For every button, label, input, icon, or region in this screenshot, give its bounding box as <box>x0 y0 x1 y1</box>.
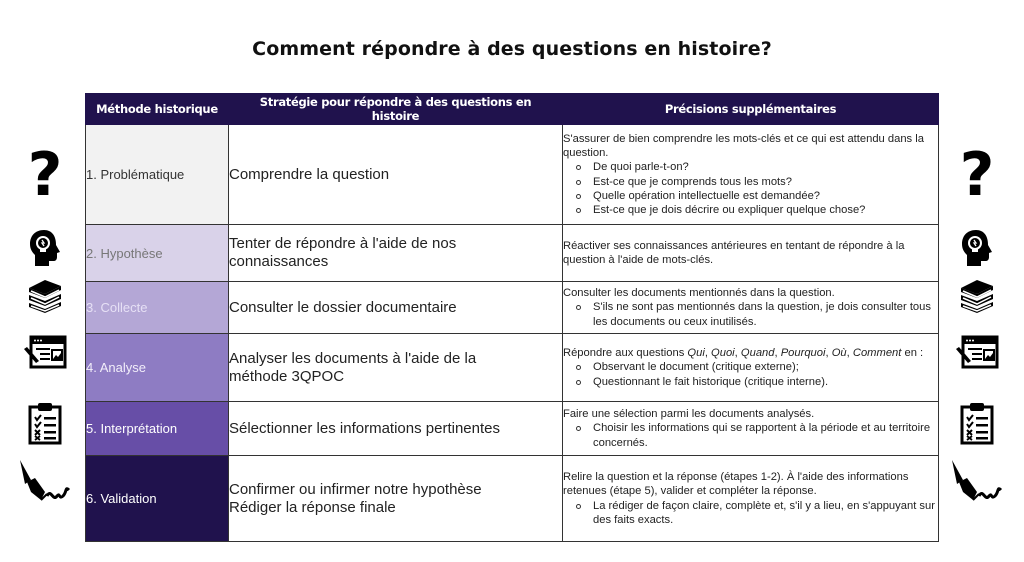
details-intro <box>563 346 938 360</box>
details-list-item: Questionnant le fait historique (critique interne). <box>593 375 938 389</box>
strategy-text-line: Sélectionner les informations pertinentes <box>229 419 500 437</box>
details-list-item: Est-ce que je dois décrire ou expliquer quelque chose? <box>593 203 938 217</box>
table-row <box>86 282 939 334</box>
strategy-text-line: Comprendre la question <box>229 165 390 183</box>
details-intro: Relire la question et la réponse (étapes 1-2). À l'aide des informations retenues (étape 5), valider et compléter la réponse. <box>563 471 909 498</box>
table-row <box>86 334 939 402</box>
question-word: Pourquoi <box>780 347 826 360</box>
question-word: Quoi <box>711 347 735 360</box>
table-row <box>86 125 939 225</box>
details-cell <box>563 402 939 456</box>
question-word: Où <box>831 347 847 360</box>
details-text: , <box>774 347 781 360</box>
strategy-cell <box>229 225 563 282</box>
head-lightbulb-icon <box>15 228 75 270</box>
table-header-row <box>86 94 939 125</box>
fountain-pen-signature-icon <box>15 458 75 510</box>
details-list-item: La rédiger de façon claire, complète et, s'il y a lieu, en s'appuyant sur des faits exacts. <box>593 499 938 527</box>
details-cell <box>563 456 939 542</box>
strategy-text-line: Analyser les documents à l'aide de la <box>229 349 477 367</box>
question-word: Qui <box>687 347 705 360</box>
details-text: , <box>846 347 853 360</box>
method-step-label: 2. Hypothèse <box>86 245 163 261</box>
details-list <box>563 360 938 388</box>
fountain-pen-signature-icon <box>947 458 1007 510</box>
method-step-label: 3. Collecte <box>86 300 148 315</box>
question-word: Quand <box>740 347 775 360</box>
strategy-cell <box>229 402 563 456</box>
details-cell <box>563 334 939 402</box>
checklist-clipboard-icon <box>15 401 75 447</box>
details-text: , <box>825 347 832 360</box>
books-stack-icon <box>15 278 75 316</box>
question-mark-icon: ? <box>959 140 995 210</box>
details-intro: Faire une sélection parmi les documents analysés. <box>563 408 815 421</box>
details-text: , <box>734 347 741 360</box>
strategy-text-line: Tenter de répondre à l'aide de nos <box>229 235 457 252</box>
details-list-item: Observant le document (critique externe); <box>593 360 938 374</box>
header-strategy: Stratégie pour répondre à des questions en histoire <box>229 94 563 125</box>
strategy-cell <box>229 456 563 542</box>
method-step-cell <box>86 225 229 282</box>
method-step-label: 1. Problématique <box>86 167 185 182</box>
details-intro: Réactiver ses connaissances antérieures en tentant de répondre à la question à l'aide de mots-clés. <box>563 239 905 266</box>
strategy-text-line: Consulter le dossier documentaire <box>229 298 457 316</box>
details-list-item: S'ils ne sont pas mentionnés dans la question, je dois consulter tous les documents ou ceux inutilisés. <box>593 300 938 328</box>
details-list <box>563 300 938 328</box>
strategy-cell <box>229 334 563 402</box>
browser-edit-icon <box>15 335 75 371</box>
strategy-text-line: connaissances <box>229 253 329 270</box>
method-step-cell <box>86 402 229 456</box>
method-step-label: 4. Analyse <box>86 360 146 375</box>
table-row <box>86 225 939 282</box>
header-method: Méthode historique <box>86 94 229 125</box>
method-step-cell <box>86 282 229 334</box>
method-step-cell <box>86 456 229 542</box>
details-list-item: Choisir les informations qui se rapportent à la période et au territoire concernés. <box>593 421 938 449</box>
details-list-item: De quoi parle-t-on? <box>593 160 938 174</box>
history-method-table <box>85 93 939 542</box>
strategy-cell <box>229 125 563 225</box>
table-row <box>86 402 939 456</box>
question-mark-icon: ? <box>27 140 63 210</box>
method-step-cell <box>86 334 229 402</box>
browser-edit-icon <box>947 335 1007 371</box>
head-lightbulb-icon <box>947 228 1007 270</box>
strategy-text-line: Rédiger la réponse finale <box>229 498 396 516</box>
page-title: Comment répondre à des questions en histoire? <box>252 38 772 60</box>
details-intro: S'assurer de bien comprendre les mots-clés et ce qui est attendu dans la question. <box>563 132 924 160</box>
strategy-cell <box>229 282 563 334</box>
method-step-cell <box>86 125 229 225</box>
question-word: Comment <box>852 347 902 360</box>
details-intro: Consulter les documents mentionnés dans la question. <box>563 287 835 300</box>
strategy-text-line: Confirmer ou infirmer notre hypothèse <box>229 480 482 498</box>
details-list-item: Est-ce que je comprends tous les mots? <box>593 175 938 189</box>
details-list <box>563 499 938 527</box>
details-cell <box>563 225 939 282</box>
details-list-item: Quelle opération intellectuelle est demandée? <box>593 189 938 203</box>
details-text: en : <box>901 347 924 360</box>
details-list <box>563 160 938 217</box>
details-text: Répondre aux questions <box>563 347 688 360</box>
header-details: Précisions supplémentaires <box>563 94 939 125</box>
strategy-text-line: méthode 3QPOC <box>229 367 345 385</box>
method-step-label: 5. Interprétation <box>86 421 178 436</box>
checklist-clipboard-icon <box>947 401 1007 447</box>
method-step-label: 6. Validation <box>86 491 157 506</box>
books-stack-icon <box>947 278 1007 316</box>
details-list <box>563 421 938 449</box>
table-row <box>86 456 939 542</box>
details-cell <box>563 125 939 225</box>
details-text: , <box>704 347 712 360</box>
details-cell <box>563 282 939 334</box>
